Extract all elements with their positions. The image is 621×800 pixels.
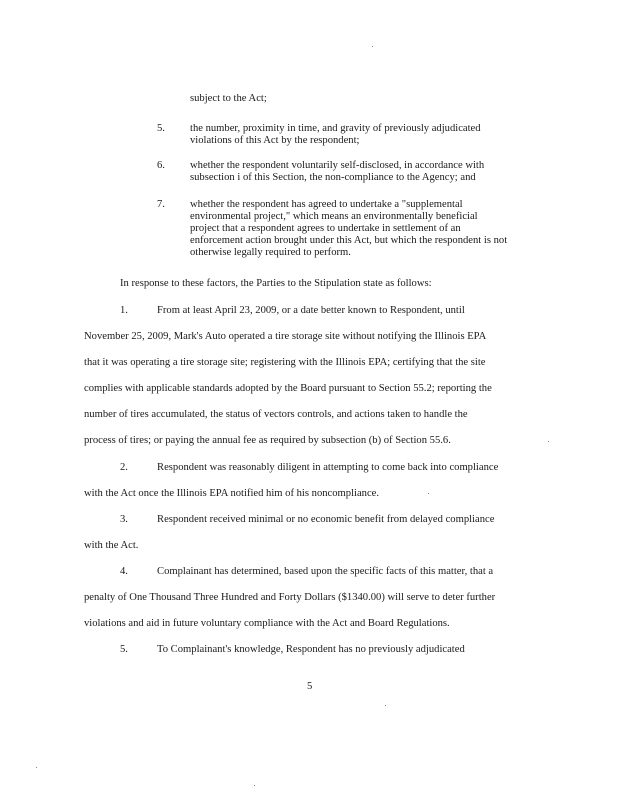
factor-line: whether the respondent voluntarily self-disclosed, in accordance with — [190, 160, 485, 171]
factor-number: 7. — [157, 199, 165, 210]
scan-speck — [548, 441, 549, 442]
factor-line: project that a respondent agrees to undertake in settlement of an — [190, 223, 461, 234]
factor-line: enforcement action brought under this Act, but which the respondent is not — [190, 235, 508, 246]
response-line: complies with applicable standards adopted by the Board pursuant to Section 55.2; reporting the — [84, 383, 492, 394]
response-number: 1. — [120, 305, 128, 316]
response-line: violations and aid in future voluntary compliance with the Act and Board Regulations. — [84, 618, 450, 629]
page-number: 5 — [307, 681, 313, 692]
scan-speck — [372, 46, 373, 47]
factor-number: 5. — [157, 123, 165, 134]
intro-sentence: In response to these factors, the Parties to the Stipulation state as follows: — [120, 278, 432, 289]
response-line: that it was operating a tire storage site; registering with the Illinois EPA; certifying that the site — [84, 357, 486, 368]
response-line: November 25, 2009, Mark's Auto operated a tire storage site without notifying the Illinois EPA — [84, 331, 487, 342]
response-line: Complainant has determined, based upon the specific facts of this matter, that a — [157, 566, 494, 577]
response-line: number of tires accumulated, the status of vectors controls, and actions taken to handle the — [84, 409, 468, 420]
response-line: with the Act once the Illinois EPA notified him of his noncompliance. — [84, 488, 380, 499]
response-number: 2. — [120, 462, 128, 473]
continuation-line: subject to the Act; — [190, 93, 267, 104]
scan-speck — [385, 705, 386, 706]
scan-speck — [254, 785, 255, 786]
response-number: 3. — [120, 514, 128, 525]
factor-line: subsection i of this Section, the non-compliance to the Agency; and — [190, 172, 476, 183]
response-line: with the Act. — [84, 540, 139, 551]
factor-line: environmental project," which means an environmentally beneficial — [190, 211, 478, 222]
response-line: penalty of One Thousand Three Hundred and Forty Dollars ($1340.00) will serve to deter further — [84, 592, 496, 603]
factor-line: the number, proximity in time, and gravity of previously adjudicated — [190, 123, 481, 134]
response-line: Respondent was reasonably diligent in attempting to come back into compliance — [157, 462, 499, 473]
response-line: Respondent received minimal or no economic benefit from delayed compliance — [157, 514, 495, 525]
response-line: From at least April 23, 2009, or a date better known to Respondent, until — [157, 305, 465, 316]
scan-speck — [428, 493, 429, 494]
factor-line: otherwise legally required to perform. — [190, 247, 351, 258]
response-number: 4. — [120, 566, 128, 577]
scan-speck — [36, 767, 37, 768]
response-line: process of tires; or paying the annual fee as required by subsection (b) of Section 55.6. — [84, 435, 451, 446]
response-line: To Complainant's knowledge, Respondent has no previously adjudicated — [157, 644, 465, 655]
factor-number: 6. — [157, 160, 165, 171]
factor-line: violations of this Act by the respondent; — [190, 135, 360, 146]
factor-line: whether the respondent has agreed to undertake a "supplemental — [190, 199, 463, 210]
response-number: 5. — [120, 644, 128, 655]
